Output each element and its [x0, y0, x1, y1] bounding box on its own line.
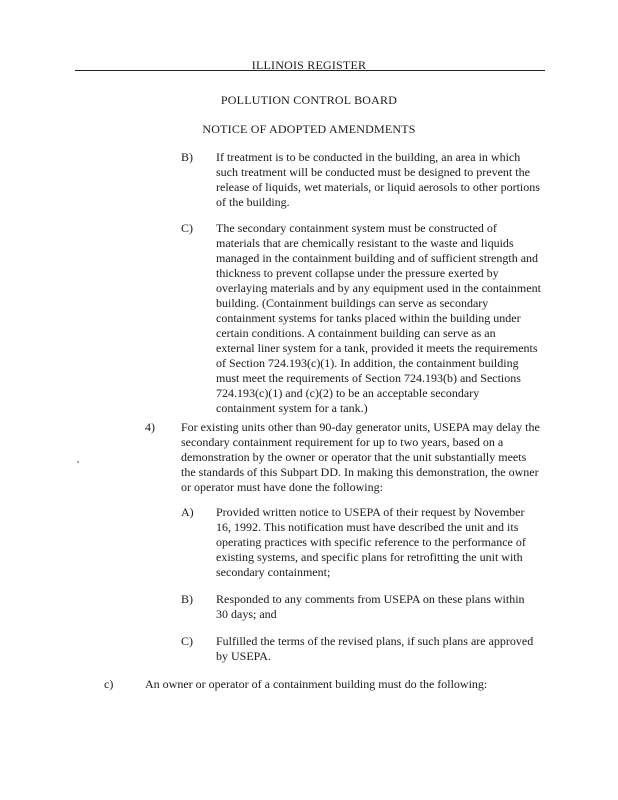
text-line: such treatment will be conducted must be designed to prevent the — [216, 165, 530, 179]
subsection-marker: c) — [104, 677, 114, 691]
scan-speck — [77, 461, 79, 463]
text-line: must meet the requirements of Section 724.193(b) and Sections — [216, 371, 521, 385]
text-line: by USEPA. — [216, 649, 271, 663]
subsection-marker: B) — [181, 592, 193, 606]
text-line: overlaying materials and by any equipment used in the containment — [216, 281, 541, 295]
text-line: secondary containment; — [216, 565, 331, 579]
board-title: POLLUTION CONTROL BOARD — [220, 93, 398, 107]
text-line: containment system for a tank.) — [216, 401, 368, 415]
subsection-marker: C) — [181, 634, 193, 648]
text-line: release of liquids, wet materials, or liquid aerosols to other portions — [216, 180, 540, 194]
text-line: containment systems for tanks placed within the building under — [216, 311, 521, 325]
register-header: ILLINOIS REGISTER — [251, 58, 367, 72]
subsection-marker: C) — [181, 221, 193, 235]
text-line: the standards of this Subpart DD. In making this demonstration, the owner — [181, 465, 539, 479]
text-line: For existing units other than 90-day generator units, USEPA may delay the — [181, 420, 540, 434]
text-line: secondary containment requirement for up to two years, based on a — [181, 435, 504, 449]
paragraph-text — [216, 634, 533, 664]
paragraph-text — [216, 221, 541, 416]
text-line: operating practices with specific reference to the performance of — [216, 535, 526, 549]
text-line: demonstration by the owner or operator that the unit substantially meets — [181, 450, 527, 464]
text-line: or operator must have done the following: — [181, 480, 383, 494]
text-line: materials that are chemically resistant to the waste and liquids — [216, 236, 514, 250]
header-rule — [75, 70, 545, 71]
paragraph-marker: 4) — [145, 420, 155, 434]
text-line: existing systems, and specific plans for retrofitting the unit with — [216, 550, 523, 564]
paragraph-text — [216, 150, 540, 210]
text-line: Responded to any comments from USEPA on these plans within — [216, 592, 525, 606]
paragraph-text — [181, 420, 540, 495]
text-line: Fulfilled the terms of the revised plans, if such plans are approved — [216, 634, 534, 648]
text-line: of the building. — [216, 195, 290, 209]
text-line: external liner system for a tank, provided it meets the requirements — [216, 341, 538, 355]
text-line: If treatment is to be conducted in the building, an area in which — [216, 150, 521, 164]
text-line: building. (Containment buildings can serve as secondary — [216, 296, 489, 310]
text-line: thickness to prevent collapse under the pressure exerted by — [216, 266, 499, 280]
notice-title: NOTICE OF ADOPTED AMENDMENTS — [202, 122, 416, 136]
text-line: 30 days; and — [216, 607, 277, 621]
subsection-marker: A) — [181, 505, 194, 519]
text-line: The secondary containment system must be constructed of — [216, 221, 497, 235]
text-line: certain conditions. A containment building can serve as an — [216, 326, 496, 340]
text-line: Provided written notice to USEPA of their request by November — [216, 505, 525, 519]
text-line: of Section 724.193(c)(1). In addition, the containment building — [216, 356, 519, 370]
paragraph-text — [216, 592, 525, 622]
paragraph-text — [216, 505, 526, 580]
paragraph-text — [145, 677, 487, 692]
text-line: An owner or operator of a containment building must do the following: — [145, 677, 488, 691]
text-line: 724.193(c)(1) and (c)(2) to be an acceptable secondary — [216, 386, 480, 400]
text-line: 16, 1992. This notification must have described the unit and its — [216, 520, 519, 534]
subsection-marker: B) — [181, 150, 193, 164]
text-line: managed in the containment building and of sufficient strength and — [216, 251, 539, 265]
